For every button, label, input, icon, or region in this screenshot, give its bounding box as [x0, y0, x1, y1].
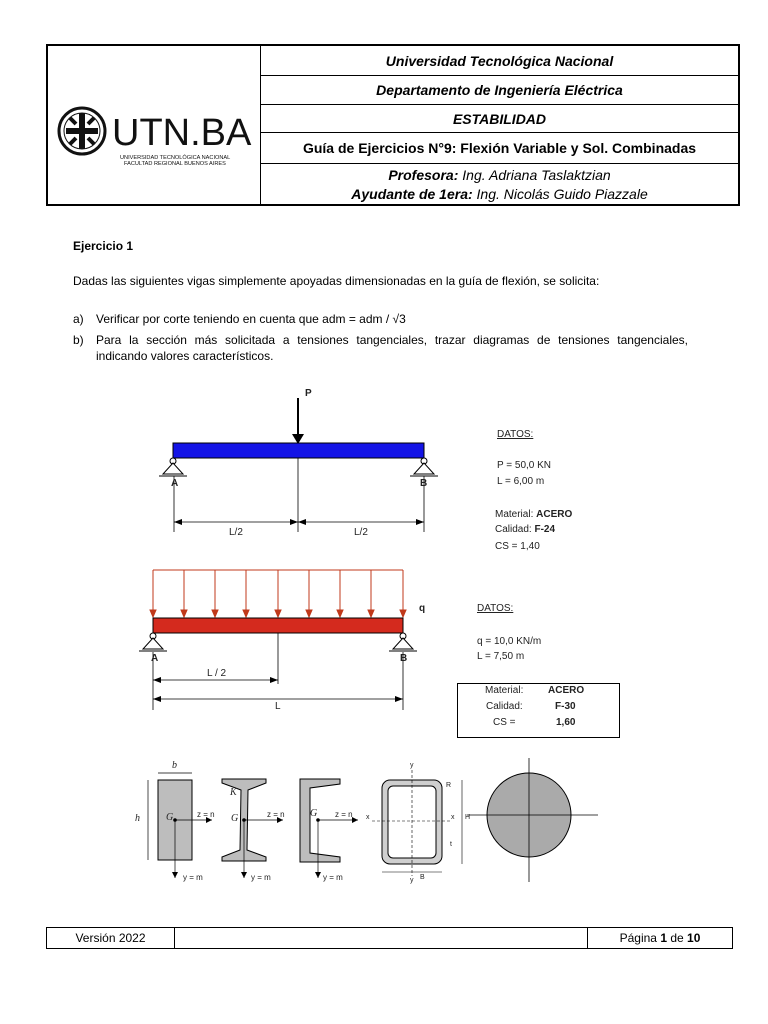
assistant-name: Ing. Nicolás Guido Piazzale [476, 186, 648, 202]
beam2-cs-label: CS = [493, 717, 516, 728]
ibeam-k-label: K [230, 787, 237, 798]
beam1-quality-value: F-24 [534, 524, 556, 535]
exercise-title: Ejercicio 1 [73, 239, 134, 253]
box-x-right: x [451, 814, 455, 821]
professor-label: Profesora: [388, 167, 459, 183]
item-a-text: Verificar por corte teniendo en cuenta que adm = adm / √3 [96, 312, 406, 326]
box-t-label: t [450, 841, 452, 848]
beam2-data-title: DATOS: [477, 603, 514, 614]
beam1-l: L = 6,00 m [497, 476, 545, 487]
rect-axis-y: y = m [183, 873, 203, 882]
logo-subtitle-1: UNIVERSIDAD TECNOLÓGICA NACIONAL [120, 155, 231, 161]
beam1-cs: CS = 1,40 [495, 541, 540, 552]
pin-support-icon [139, 633, 167, 651]
logo-text: UTN.BA [112, 112, 252, 154]
beam2-material-value: ACERO [548, 685, 585, 696]
assistant-label: Ayudante de 1era: [351, 186, 473, 202]
box-r-label: R [446, 782, 452, 789]
rect-axis-z: z = n [197, 810, 215, 819]
beam1-material-value: ACERO [536, 509, 573, 520]
footer-page [587, 928, 732, 948]
beam1-support-b: B [420, 478, 428, 489]
beam1-bar [173, 443, 424, 458]
beam1-diagram [159, 398, 438, 532]
item-b-text: Para la sección más solicitada a tensiones tangenciales, trazar diagramas de tensiones tangenciales, indicando valores característicos. [96, 333, 688, 363]
ibeam-g-label: G [231, 813, 239, 824]
circular-section [467, 758, 598, 882]
beam1-load-label: P [305, 388, 312, 399]
footer-version: Versión 2022 [47, 928, 175, 948]
subject-name: ESTABILIDAD [452, 111, 547, 127]
box-h-label: H [465, 814, 471, 821]
page-number: 1 [660, 931, 667, 945]
distributed-load-arrows-icon [150, 570, 406, 617]
channel-section [300, 779, 358, 878]
rectangular-section [148, 773, 212, 878]
page-total: 10 [687, 931, 701, 945]
channel-axis-y: y = m [323, 873, 343, 882]
beam2-half-label: L / 2 [207, 668, 227, 679]
beam1-p: P = 50,0 KN [497, 460, 552, 471]
beam2-l: L = 7,50 m [477, 651, 525, 662]
box-y-top: y [410, 762, 414, 769]
channel-axis-z: z = n [335, 810, 353, 819]
logo-subtitle-2: FACULTAD REGIONAL BUENOS AIRES [124, 161, 226, 167]
beam1-span-left: L/2 [229, 527, 243, 538]
beam1-material [495, 509, 572, 520]
rect-g-label: G [166, 812, 174, 823]
roller-support-icon [389, 633, 417, 651]
beam2-support-b: B [400, 653, 408, 664]
beam2-quality-value: F-30 [555, 701, 576, 712]
exercise-intro: Dadas las siguientes vigas simplemente apoyadas dimensionadas en la guía de flexión, se solicita: [73, 274, 600, 288]
item-b-letter: b) [73, 333, 84, 347]
beam2-material-label: Material: [485, 685, 524, 696]
box-y-bottom: y [410, 877, 414, 884]
beam2-load-label: q [419, 603, 426, 614]
beam2-data-box [457, 683, 620, 738]
beam1-quality [495, 524, 555, 535]
beam1-material-label: Material: [495, 509, 534, 520]
guide-title: Guía de Ejercicios N°9: Flexión Variable y Sol. Combinadas [302, 140, 697, 156]
box-x-left: x [366, 814, 370, 821]
beam2-bar [153, 618, 403, 633]
beam2-q: q = 10,0 KN/m [477, 636, 542, 647]
channel-g-label: G [310, 808, 318, 819]
pin-support-icon [159, 458, 187, 476]
roller-support-icon [410, 458, 438, 476]
beam1-support-a: A [171, 478, 179, 489]
beam1-span-right: L/2 [354, 527, 368, 538]
rect-b-label: b [172, 760, 177, 771]
beam1-data-title: DATOS: [497, 429, 534, 440]
rect-h-label: h [135, 813, 140, 824]
professor-name: Ing. Adriana Taslaktzian [462, 167, 611, 183]
page-of: de [667, 931, 688, 945]
beam2-diagram [139, 570, 417, 710]
ibeam-axis-z: z = n [267, 810, 285, 819]
footer-table [46, 927, 733, 949]
beam2-cs-value: 1,60 [556, 717, 576, 728]
beam1-quality-label: Calidad: [495, 524, 532, 535]
university-name: Universidad Tecnológica Nacional [385, 53, 614, 69]
box-b-label: B [420, 874, 425, 881]
item-a-letter: a) [73, 312, 84, 326]
beam2-span-label: L [275, 701, 281, 712]
department-name: Departamento de Ingeniería Eléctrica [376, 82, 623, 98]
ibeam-axis-y: y = m [251, 873, 271, 882]
page-prefix: Página [619, 931, 661, 945]
beam2-support-a: A [151, 653, 159, 664]
beam2-quality-label: Calidad: [486, 701, 523, 712]
